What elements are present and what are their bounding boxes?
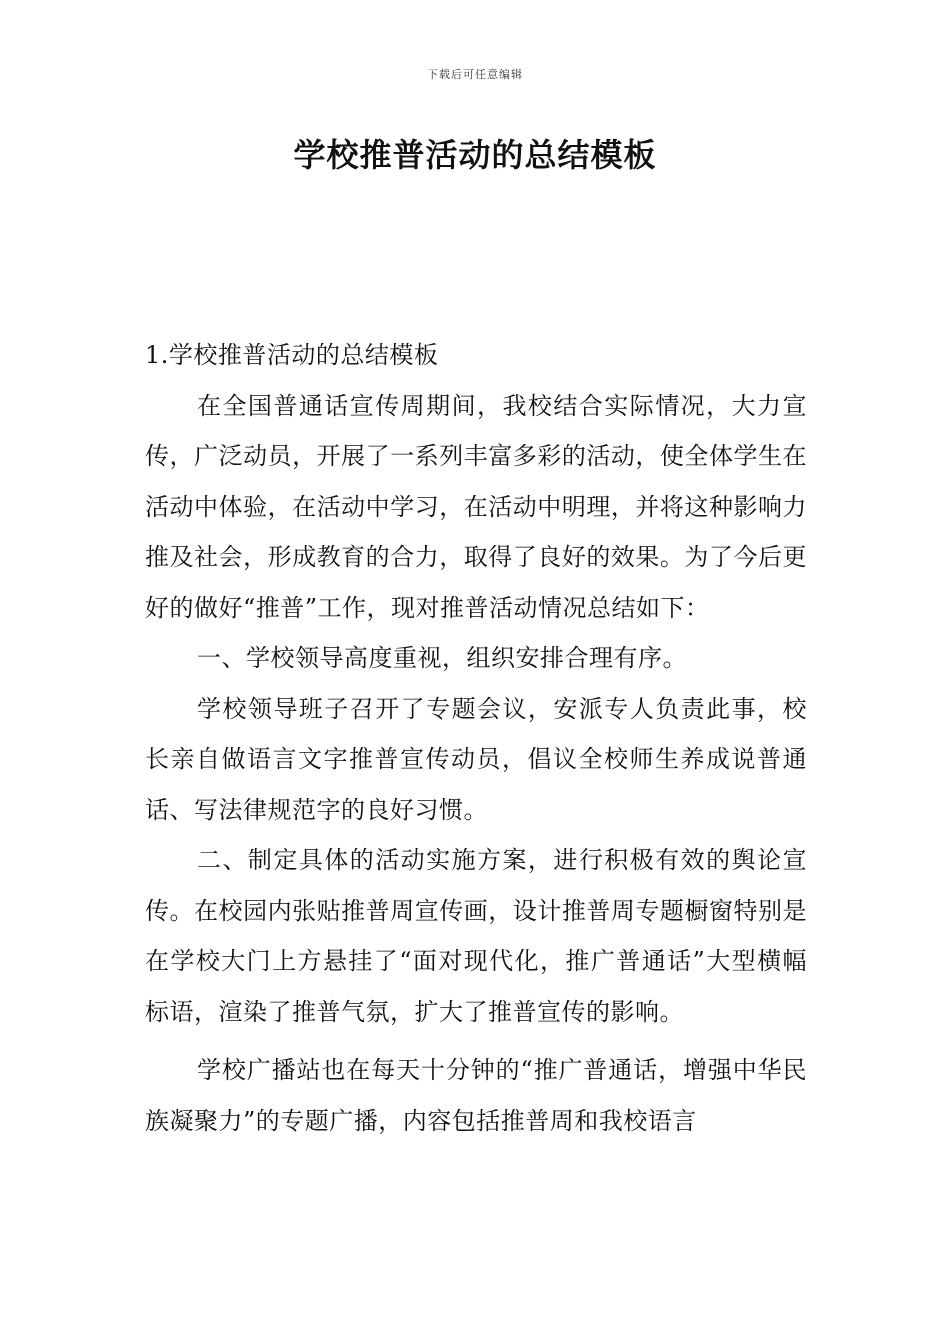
document-title: 学校推普活动的总结模板	[293, 136, 657, 174]
paragraph-point-one: 一、学校领导高度重视，组织安排合理有序。	[197, 644, 687, 672]
section-heading: 1.学校推普活动的总结模板	[145, 341, 439, 369]
paragraph-intro: 在全国普通话宣传周期间，我校结合实际情况，大力宣传，广泛动员，开展了一系列丰富多彩的活动，使全体学生在活动中体验，在活动中学习，在活动中明理，并将这种影响力推及社会，形成教育的合力，取得了良好的效果。为了今后更好的做好“推普”工作，现对推普活动情况总结如下：	[145, 391, 807, 622]
document-body	[145, 330, 807, 1146]
paragraph-point-two: 二、制定具体的活动实施方案，进行积极有效的舆论宣传。在校园内张贴推普周宣传画，设计推普周专题橱窗特别是在学校大门上方悬挂了“面对现代化，推广普通话”大型横幅标语，渲染了推普气氛，扩大了推普宣传的影响。	[145, 846, 807, 1026]
header-note: 下载后可任意编辑	[427, 68, 523, 81]
paragraph-leadership: 学校领导班子召开了专题会议，安派专人负责此事，校长亲自做语言文字推普宣传动员，倡议全校师生养成说普通话、写法律规范字的良好习惯。	[145, 694, 807, 824]
paragraph-broadcast: 学校广播站也在每天十分钟的“推广普通话，增强中华民族凝聚力”的专题广播，内容包括推普周和我校语言	[145, 1056, 807, 1135]
